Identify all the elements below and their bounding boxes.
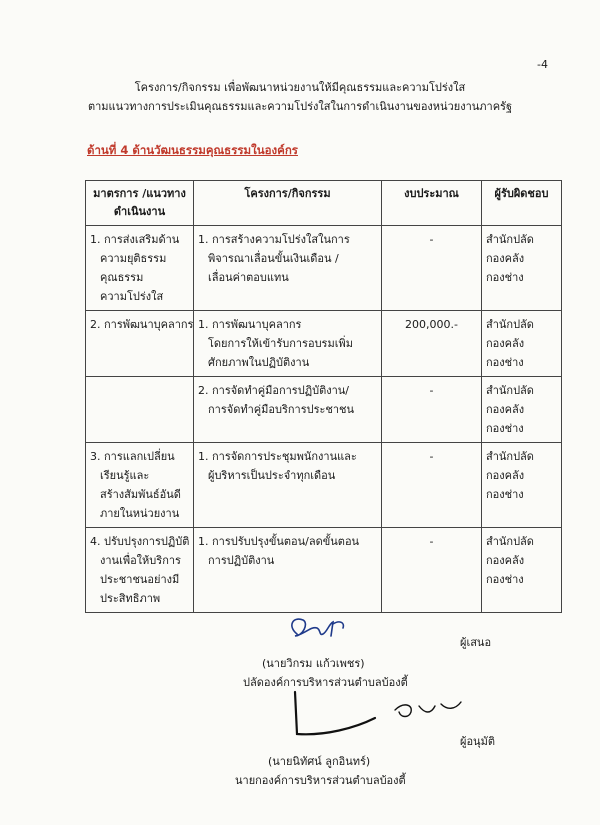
table-row (86, 443, 562, 528)
budget-cell: - (382, 226, 482, 311)
approver-name: (นายนิทัศน์ ลูกอินทร์) (268, 755, 371, 768)
proposer-role: ผู้เสนอ (460, 636, 492, 649)
table-row (86, 377, 562, 443)
budget-cell: - (382, 528, 482, 613)
project-cell: 1. การปรับปรุงขั้นตอน/ลดขั้นตอน การปฏิบัติงาน (194, 528, 382, 613)
document-title-line1: โครงการ/กิจกรรม เพื่อพัฒนาหน่วยงานให้มีคุณธรรมและความโปร่งใส (134, 81, 466, 94)
project-cell: 1. การพัฒนาบุคลากร โดยการให้เข้ารับการอบรมเพิ่ม ศักยภาพในปฏิบัติงาน (194, 311, 382, 377)
approver-title: นายกองค์การบริหารส่วนตำบลบ้องตี้ (235, 774, 406, 787)
measure-cell: 3. การแลกเปลี่ยน เรียนรู้และ สร้างสัมพันธ์อันดี ภายในหน่วยงาน (86, 443, 194, 528)
responsible-cell: สำนักปลัด กองคลัง กองช่าง (482, 226, 562, 311)
measure-cell: 1. การส่งเสริมด้าน ความยุติธรรม คุณธรรม ความโปร่งใส (86, 226, 194, 311)
measure-cell: 4. ปรับปรุงการปฏิบัติ งานเพื่อให้บริการ ประชาชนอย่างมี ประสิทธิภาพ (86, 528, 194, 613)
table-row (86, 226, 562, 311)
project-cell: 1. การจัดการประชุมพนักงานและ ผู้บริหารเป็นประจำทุกเดือน (194, 443, 382, 528)
measure-cell: 2. การพัฒนาบุคลากร (86, 311, 194, 377)
proposer-name: (นายวิกรม แก้วเพชร) (262, 657, 365, 670)
section-heading: ด้านที่ 4 ด้านวัฒนธรรมคุณธรรมในองค์กร (87, 143, 298, 157)
table-row (86, 311, 562, 377)
document-title-line2: ตามแนวทางการประเมินคุณธรรมและความโปร่งใสในการดำเนินงานของหน่วยงานภาครัฐ (87, 100, 513, 113)
project-table (85, 180, 562, 613)
header-responsible: ผู้รับผิดชอบ (482, 181, 562, 226)
table-row (86, 528, 562, 613)
measure-cell (86, 377, 194, 443)
header-measure: มาตรการ /แนวทาง ดำเนินงาน (86, 181, 194, 226)
table-header-row (86, 181, 562, 226)
proposer-signature (283, 612, 353, 646)
proposer-title: ปลัดองค์การบริหารส่วนตำบลบ้องตี้ (243, 676, 408, 689)
header-budget: งบประมาณ (382, 181, 482, 226)
approver-role: ผู้อนุมัติ (460, 735, 495, 748)
budget-cell: - (382, 443, 482, 528)
approver-signature (285, 688, 475, 748)
page-number: -4 (537, 58, 548, 71)
project-cell: 1. การสร้างความโปร่งใสในการ พิจารณาเลื่อนขั้นเงินเดือน / เลื่อนค่าตอบแทน (194, 226, 382, 311)
budget-cell: - (382, 377, 482, 443)
budget-cell: 200,000.- (382, 311, 482, 377)
responsible-cell: สำนักปลัด กองคลัง กองช่าง (482, 377, 562, 443)
responsible-cell: สำนักปลัด กองคลัง กองช่าง (482, 311, 562, 377)
project-cell: 2. การจัดทำคู่มือการปฏิบัติงาน/ การจัดทำคู่มือบริการประชาชน (194, 377, 382, 443)
responsible-cell: สำนักปลัด กองคลัง กองช่าง (482, 528, 562, 613)
header-project: โครงการ/กิจกรรม (194, 181, 382, 226)
responsible-cell: สำนักปลัด กองคลัง กองช่าง (482, 443, 562, 528)
